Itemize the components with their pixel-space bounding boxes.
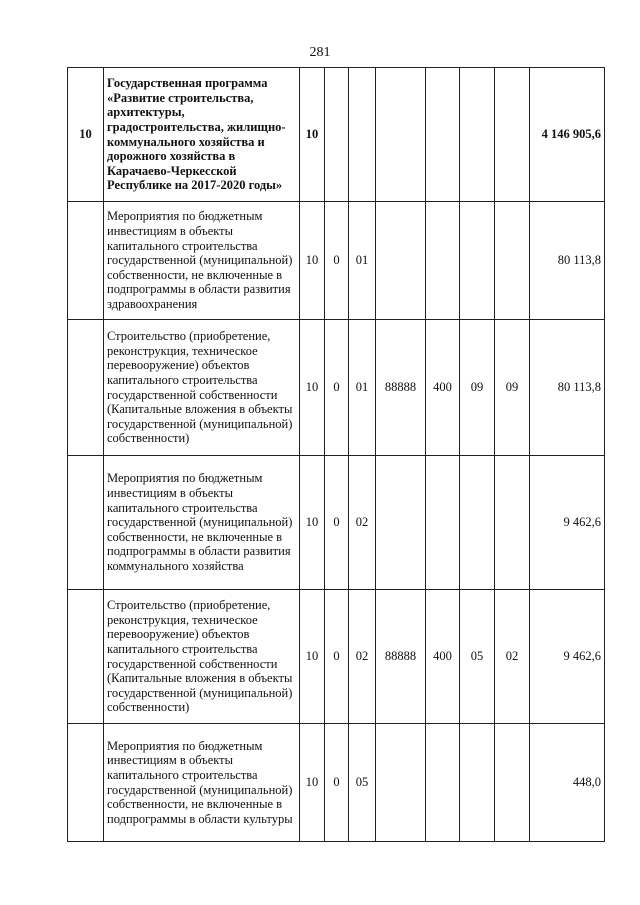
table-row (68, 724, 605, 842)
code-cell: 10 (300, 68, 325, 202)
code-cell: 10 (300, 320, 325, 456)
item-name-cell: Строительство (приобретение, реконструкция, техническое перевооружение) объектов капитального строительства государственной собственности (Капитальные вложения в объекты государственной (муниципальной) собственности) (104, 320, 300, 456)
code-cell: 0 (325, 320, 349, 456)
code-cell: 05 (460, 590, 495, 724)
code-cell: 88888 (376, 590, 426, 724)
code-cell (349, 68, 376, 202)
code-cell (426, 456, 460, 590)
code-cell: 09 (495, 320, 530, 456)
code-cell: 10 (300, 590, 325, 724)
code-cell: 02 (495, 590, 530, 724)
row-number-cell (68, 202, 104, 320)
row-number-cell (68, 590, 104, 724)
code-cell: 09 (460, 320, 495, 456)
code-cell (495, 68, 530, 202)
table-row (68, 202, 605, 320)
amount-cell: 80 113,8 (530, 320, 605, 456)
table-body (68, 68, 605, 842)
amount-cell: 80 113,8 (530, 202, 605, 320)
code-cell: 10 (300, 724, 325, 842)
budget-table (67, 67, 605, 842)
amount-cell: 4 146 905,6 (530, 68, 605, 202)
code-cell: 05 (349, 724, 376, 842)
code-cell: 88888 (376, 320, 426, 456)
row-number-cell (68, 456, 104, 590)
code-cell: 02 (349, 456, 376, 590)
item-name-cell: Мероприятия по бюджетным инвестициям в объекты капитального строительства государственной (муниципальной) собственности, не включенные в подпрограммы в области развития здравоохранения (104, 202, 300, 320)
table-row (68, 320, 605, 456)
item-name-cell: Строительство (приобретение, реконструкция, техническое перевооружение) объектов капитального строительства государственной собственности (Капитальные вложения в объекты государственной (муниципальной) собственности) (104, 590, 300, 724)
amount-cell: 9 462,6 (530, 590, 605, 724)
code-cell: 10 (300, 202, 325, 320)
code-cell: 02 (349, 590, 376, 724)
code-cell (376, 202, 426, 320)
code-cell (376, 456, 426, 590)
code-cell (495, 202, 530, 320)
table-row (68, 68, 605, 202)
code-cell (376, 724, 426, 842)
code-cell (376, 68, 426, 202)
code-cell (460, 456, 495, 590)
code-cell (460, 724, 495, 842)
code-cell (460, 202, 495, 320)
code-cell (426, 68, 460, 202)
row-number-cell: 10 (68, 68, 104, 202)
code-cell: 01 (349, 320, 376, 456)
row-number-cell (68, 320, 104, 456)
code-cell: 0 (325, 456, 349, 590)
code-cell: 400 (426, 320, 460, 456)
code-cell: 0 (325, 724, 349, 842)
code-cell (460, 68, 495, 202)
page-number: 281 (309, 45, 331, 60)
table-row (68, 456, 605, 590)
code-cell (426, 202, 460, 320)
code-cell (325, 68, 349, 202)
code-cell (426, 724, 460, 842)
amount-cell: 448,0 (530, 724, 605, 842)
code-cell: 0 (325, 202, 349, 320)
code-cell: 10 (300, 456, 325, 590)
row-number-cell (68, 724, 104, 842)
item-name-cell: Мероприятия по бюджетным инвестициям в объекты капитального строительства государственной (муниципальной) собственности, не включенные в подпрограммы в области развития коммунального хозяйства (104, 456, 300, 590)
item-name-cell: Мероприятия по бюджетным инвестициям в объекты капитального строительства государственной (муниципальной) собственности, не включенные в подпрограммы в области культуры (104, 724, 300, 842)
code-cell (495, 456, 530, 590)
item-name-cell: Государственная программа «Развитие строительства, архитектуры, градостроительства, жилищно-коммунального хозяйства и дорожного хозяйства в Карачаево-Черкесской Республике на 2017-2020 годы» (104, 68, 300, 202)
code-cell: 01 (349, 202, 376, 320)
amount-cell: 9 462,6 (530, 456, 605, 590)
code-cell: 0 (325, 590, 349, 724)
code-cell: 400 (426, 590, 460, 724)
table-row (68, 590, 605, 724)
code-cell (495, 724, 530, 842)
